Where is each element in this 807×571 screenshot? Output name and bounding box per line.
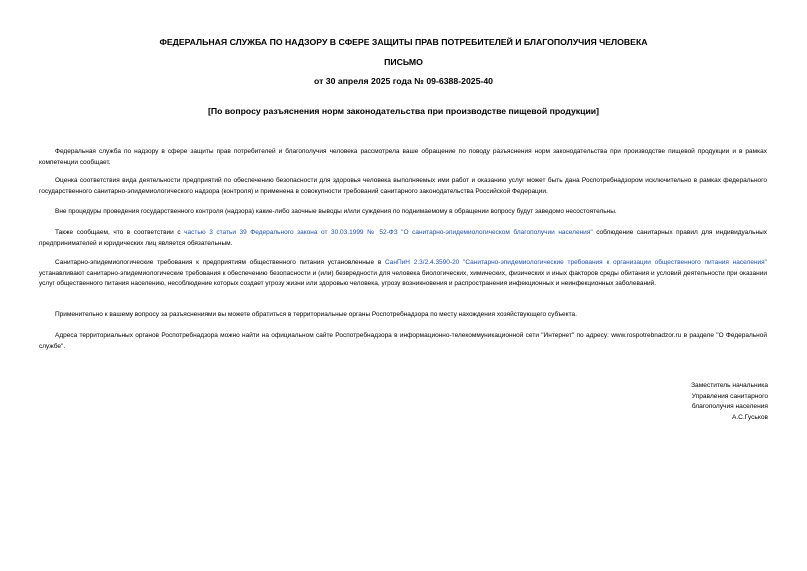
agency-title: ФЕДЕРАЛЬНАЯ СЛУЖБА ПО НАДЗОРУ В СФЕРЕ ЗАЩИТЫ ПРАВ ПОТРЕБИТЕЛЕЙ И БЛАГОПОЛУЧИЯ ЧЕЛОВЕКА [159,37,648,47]
document-type: ПИСЬМО [384,57,423,67]
paragraph-1: Федеральная служба по надзору в сфере защиты прав потребителей и благополучия человека рассмотрела ваше обращение по поводу разъяснения норм законодательства при производстве пищевой продукции и в рамках компетенции сообщает. [39,148,767,166]
paragraph-2: Оценка соответствия вида деятельности предприятий по обеспечению безопасности для здоровья человека выполняемых ими работ и оказанию услуг может быть дана Роспотребнадзором исключительно в рамках федерального государственного санитарно-эпидемиологического надзора (контроля) и применена в совокупности требований санитарного законодательства Российской Федерации. [39,177,767,195]
signature-position-line-2: Управления санитарного [691,392,768,400]
sanpin-link[interactable]: СанПиН 2.3/2.4.3590-20 "Санитарно-эпидемиологические требования к организации общественного питания населения" [385,259,767,266]
paragraph-4 [39,228,767,249]
paragraph-7: Адреса территориальных органов Роспотребнадзора можно найти на официальном сайте Роспотребнадзора в информационно-телекоммуникационной сети "Интернет" по адресу: www.rospotrebnadzor.ru в разделе "О Федеральной службе". [39,332,767,350]
document-date-number: от 30 апреля 2025 года № 09-6388-2025-40 [313,76,493,86]
document-subject: [По вопросу разъяснения норм законодательства при производстве пищевой продукции] [207,106,600,116]
paragraph-6: Применительно к вашему вопросу за разъяснениями вы можете обратиться в территориальные органы Роспотребнадзора по месту нахождения хозяйствующего субъекта. [55,311,577,318]
signature-block [691,381,768,423]
paragraph-4-text-end: соблюдение санитарных правил для индивидуальных предпринимателей и юридических лиц является обязательным. [39,229,767,247]
paragraph-3: Вне процедуры проведения государственного контроля (надзора) какие-либо заочные выводы и/или суждения по поднимаемому в обращении вопросу будут заведомо несостоятельны. [55,208,617,215]
signature-position-line-3: благополучия населения [691,403,768,411]
paragraph-5 [39,258,767,290]
paragraph-4-text-start: Также сообщаем, что в соответствии с [55,229,185,236]
federal-law-link[interactable]: частью 3 статьи 39 Федерального закона от 30.03.1999 № 52-ФЗ "О санитарно-эпидемиологическом благополучии населения" [184,229,593,236]
signatory-name: А.С.Гуськов [731,413,768,421]
signature-position-line-1: Заместитель начальника [691,382,768,389]
paragraph-5-text-end: устанавливают санитарно-эпидемиологические требования к обеспечению безопасности и (или) безвредности для человека биологических, химических, физических и иных факторов среды обитания и условий деятельности при оказании услуг общественного питания населению, несоблюдение которых создает угрозу жизни или здоровью человека, угрозу возникновения и распространения инфекционных и неинфекционных заболеваний. [39,269,767,287]
paragraph-5-text-start: Санитарно-эпидемиологические требования к предприятиям общественного питания установленные в [55,259,386,266]
